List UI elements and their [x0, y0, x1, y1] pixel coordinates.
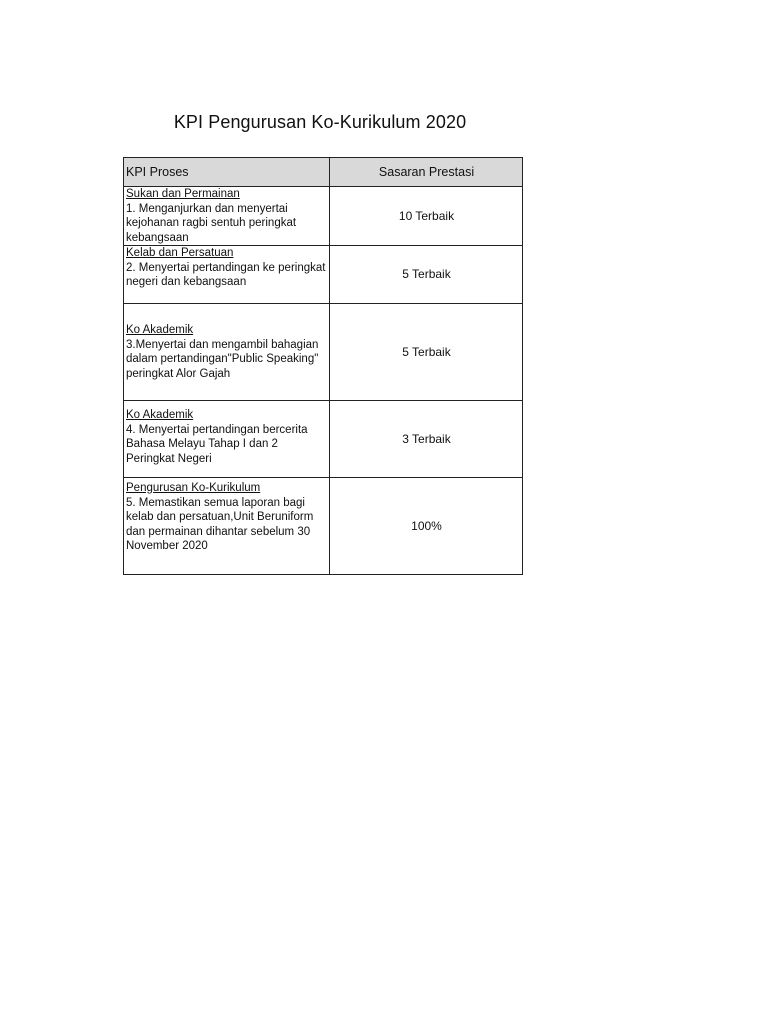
kpi-proses-cell	[124, 304, 330, 401]
kpi-proses-cell	[124, 187, 330, 246]
kpi-category: Pengurusan Ko-Kurikulum	[126, 482, 261, 494]
kpi-description: 4. Menyertai pertandingan bercerita Bahasa Melayu Tahap I dan 2 Peringkat Negeri	[126, 423, 308, 465]
page-title: KPI Pengurusan Ko-Kurikulum 2020	[173, 112, 467, 132]
kpi-proses-cell	[124, 401, 330, 478]
kpi-category: Ko Akademik	[126, 409, 194, 421]
table-row	[124, 478, 523, 575]
sasaran-cell: 100%	[330, 478, 523, 575]
table-row	[124, 246, 523, 304]
table-row	[124, 187, 523, 246]
kpi-table	[123, 157, 523, 575]
kpi-proses-cell	[124, 478, 330, 575]
kpi-description: 1. Menganjurkan dan menyertai kejohanan ragbi sentuh peringkat kebangsaan	[126, 202, 297, 244]
kpi-category: Ko Akademik	[126, 324, 194, 336]
kpi-proses-cell	[124, 246, 330, 304]
header-row	[124, 158, 523, 187]
kpi-description: 5. Memastikan semua laporan bagi kelab dan persatuan,Unit Beruniform dan permainan dihantar sebelum 30 November 2020	[126, 496, 314, 552]
header-sasaran-prestasi: Sasaran Prestasi	[330, 158, 523, 187]
sasaran-cell: 3 Terbaik	[330, 401, 523, 478]
sasaran-cell: 5 Terbaik	[330, 304, 523, 401]
table-row	[124, 401, 523, 478]
table-row	[124, 304, 523, 401]
kpi-category: Sukan dan Permainan	[126, 188, 240, 200]
table-header	[124, 158, 523, 187]
kpi-description: 3.Menyertai dan mengambil bahagian dalam pertandingan"Public Speaking" peringkat Alor Gajah	[126, 338, 319, 380]
header-kpi-proses: KPI Proses	[124, 158, 330, 187]
table-body	[124, 187, 523, 575]
sasaran-cell: 10 Terbaik	[330, 187, 523, 246]
kpi-category: Kelab dan Persatuan	[126, 247, 234, 259]
sasaran-cell: 5 Terbaik	[330, 246, 523, 304]
kpi-description: 2. Menyertai pertandingan ke peringkat negeri dan kebangsaan	[126, 261, 326, 288]
